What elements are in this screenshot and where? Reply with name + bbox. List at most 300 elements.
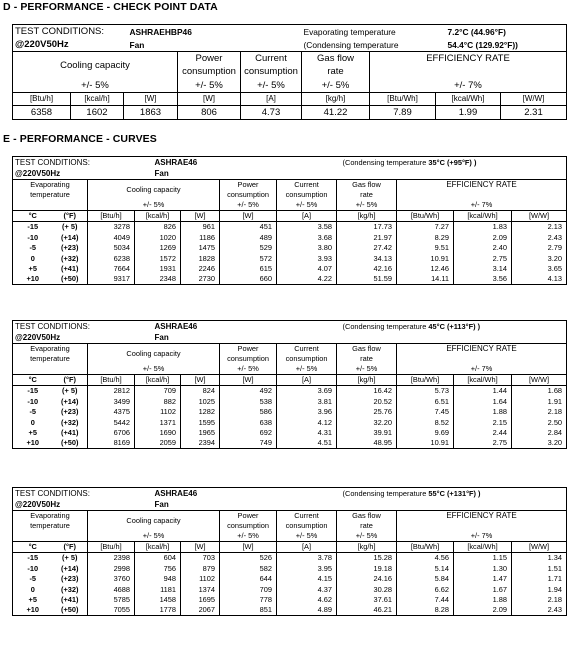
value-cell: 2.75 — [454, 253, 512, 264]
value-cell: 1269 — [135, 243, 181, 254]
unit-fahrenheit: (°F) — [53, 375, 88, 386]
current-header-2: consumption — [277, 354, 337, 364]
power-header-2: consumption — [178, 66, 241, 79]
tolerance-power: +/- 5% — [220, 200, 277, 211]
temp-fahrenheit-cell: (+32) — [61, 584, 79, 594]
value-cell: 2.18 — [512, 407, 567, 418]
unit-cell: [W/W] — [512, 211, 567, 222]
table-row — [13, 428, 567, 439]
value-cell: 6238 — [88, 253, 135, 264]
unit-cell: [kcal/h] — [135, 211, 181, 222]
temp-celsius-cell: 0 — [13, 253, 53, 264]
model-name: ASHRAE46 — [135, 488, 277, 500]
value-cell: 8.28 — [397, 605, 454, 616]
value-cell: 961 — [181, 222, 220, 233]
temp-fahrenheit-cell: (+41) — [61, 595, 79, 605]
test-conditions-label: TEST CONDITIONS: — [13, 488, 135, 500]
temp-celsius-cell: 0 — [13, 417, 53, 428]
value-cell: 1.88 — [454, 407, 512, 418]
value-cell: 1828 — [181, 253, 220, 264]
unit-cell: [kcal/Wh] — [454, 375, 512, 386]
value-cell: 7.89 — [370, 106, 436, 120]
value-cell: 1.34 — [512, 553, 567, 564]
efficiency-header: EFFICIENCY RATE — [370, 52, 567, 66]
value-cell: 1025 — [181, 396, 220, 407]
value-cell: 2.79 — [512, 243, 567, 254]
model-name: ASHRAE46 — [135, 157, 277, 169]
efficiency-header: EFFICIENCY RATE — [397, 180, 567, 190]
value-cell: 3.93 — [277, 253, 337, 264]
unit-cell: [A] — [277, 211, 337, 222]
table-row — [13, 407, 567, 418]
temp-celsius-cell: -15 — [13, 553, 53, 564]
value-cell: 1695 — [181, 595, 220, 606]
performance-curve-table-2 — [12, 320, 567, 449]
temp-fahrenheit-cell: (+14) — [61, 232, 79, 242]
value-cell: 1.99 — [436, 106, 501, 120]
value-cell: 5034 — [88, 243, 135, 254]
value-cell: 4.22 — [277, 274, 337, 285]
unit-cell: [W] — [124, 93, 178, 106]
value-cell: 4.07 — [277, 264, 337, 275]
fan-label: Fan — [124, 39, 241, 52]
value-cell: 879 — [181, 563, 220, 574]
temp-fahrenheit-cell: (+23) — [61, 407, 79, 417]
temp-fahrenheit-cell: (+32) — [61, 417, 79, 427]
table-row — [13, 438, 567, 449]
temp-fahrenheit-cell: (+41) — [61, 264, 79, 274]
value-cell: 4.13 — [512, 274, 567, 285]
value-cell: 3.68 — [277, 232, 337, 243]
evap-header: Evaporating — [13, 180, 88, 190]
value-cell: 2.44 — [454, 428, 512, 439]
value-cell: 1186 — [181, 232, 220, 243]
value-cell: 6.51 — [397, 396, 454, 407]
value-cell: 46.21 — [337, 605, 397, 616]
current-header: Current — [241, 52, 302, 66]
section-e-title: E - PERFORMANCE - CURVES — [3, 133, 157, 145]
value-cell: 2.40 — [454, 243, 512, 254]
value-cell: 3.96 — [277, 407, 337, 418]
evap-header-2: temperature — [13, 521, 88, 531]
power-header-2: consumption — [220, 521, 277, 531]
temp-fahrenheit-cell: (+ 5) — [62, 222, 78, 232]
value-cell: 10.91 — [397, 438, 454, 449]
value-cell: 1181 — [135, 584, 181, 595]
value-cell: 48.95 — [337, 438, 397, 449]
value-cell: 1.64 — [454, 396, 512, 407]
evap-temp-label: Evaporating temperature — [302, 25, 436, 39]
tolerance-power: +/- 5% — [220, 531, 277, 542]
gas-flow-header: Gas flow — [302, 52, 370, 66]
unit-cell: [Btu/Wh] — [397, 542, 454, 553]
table-row — [13, 584, 567, 595]
value-cell: 34.13 — [337, 253, 397, 264]
value-cell: 582 — [220, 563, 277, 574]
value-cell: 2812 — [88, 386, 135, 397]
value-cell: 3.58 — [277, 222, 337, 233]
value-cell: 16.42 — [337, 386, 397, 397]
power-header: Power — [220, 511, 277, 521]
value-cell: 4049 — [88, 232, 135, 243]
value-cell: 3.20 — [512, 253, 567, 264]
value-cell: 2.09 — [454, 232, 512, 243]
temp-celsius-cell: +10 — [13, 438, 53, 449]
value-cell: 2246 — [181, 264, 220, 275]
value-cell: 4.12 — [277, 417, 337, 428]
value-cell: 3.14 — [454, 264, 512, 275]
value-cell: 4688 — [88, 584, 135, 595]
value-cell: 3499 — [88, 396, 135, 407]
value-cell: 14.11 — [397, 274, 454, 285]
unit-celsius: °C — [13, 542, 53, 553]
temp-fahrenheit-cell: (+50) — [53, 274, 88, 285]
value-cell: 824 — [181, 386, 220, 397]
value-cell: 703 — [181, 553, 220, 564]
temp-fahrenheit-cell: (+14) — [61, 396, 79, 406]
table-row — [13, 553, 567, 564]
value-cell: 15.28 — [337, 553, 397, 564]
value-cell: 32.20 — [337, 417, 397, 428]
value-cell: 7664 — [88, 264, 135, 275]
temp-fahrenheit-cell: (+50) — [53, 438, 88, 449]
value-cell: 1572 — [135, 253, 181, 264]
value-cell: 1371 — [135, 417, 181, 428]
value-cell: 24.16 — [337, 574, 397, 585]
value-cell: 9.69 — [397, 428, 454, 439]
evap-header-2: temperature — [13, 190, 88, 200]
value-cell: 7.44 — [397, 595, 454, 606]
unit-fahrenheit: (°F) — [53, 211, 88, 222]
value-cell: 17.73 — [337, 222, 397, 233]
table-row — [13, 396, 567, 407]
temp-celsius-cell: -10 — [13, 232, 53, 243]
value-cell: 1.71 — [512, 574, 567, 585]
cond-temp-value: 45°C (+113°F) ) — [428, 322, 481, 332]
efficiency-header: EFFICIENCY RATE — [397, 344, 567, 354]
table-row — [13, 243, 567, 254]
value-cell: 5442 — [88, 417, 135, 428]
value-cell: 756 — [135, 563, 181, 574]
value-cell: 948 — [135, 574, 181, 585]
table-row — [13, 386, 567, 397]
value-cell: 2398 — [88, 553, 135, 564]
value-cell: 1102 — [181, 574, 220, 585]
temp-celsius-cell: -15 — [13, 386, 53, 397]
value-cell: 2348 — [135, 274, 181, 285]
value-cell: 19.18 — [337, 563, 397, 574]
unit-cell: [W] — [220, 375, 277, 386]
value-cell: 4.31 — [277, 428, 337, 439]
current-header-2: consumption — [277, 521, 337, 531]
value-cell: 2059 — [135, 438, 181, 449]
value-cell: 51.59 — [337, 274, 397, 285]
fan-label: Fan — [135, 169, 277, 180]
unit-cell: [kg/h] — [337, 542, 397, 553]
value-cell: 1.67 — [454, 584, 512, 595]
evap-header-2: temperature — [13, 354, 88, 364]
current-header: Current — [277, 511, 337, 521]
tolerance-efficiency: +/- 7% — [397, 364, 567, 375]
power-header: Power — [220, 180, 277, 190]
table-row — [13, 264, 567, 275]
table-row — [13, 253, 567, 264]
unit-cell: [W] — [181, 211, 220, 222]
tolerance-cooling: +/- 5% — [88, 531, 220, 542]
value-cell: 644 — [220, 574, 277, 585]
value-cell: 660 — [220, 274, 277, 285]
efficiency-header: EFFICIENCY RATE — [397, 511, 567, 521]
unit-cell: [Btu/Wh] — [397, 211, 454, 222]
temp-celsius-cell: -5 — [13, 243, 53, 254]
value-cell: 7.45 — [397, 407, 454, 418]
unit-cell: [kcal/h] — [135, 375, 181, 386]
value-cell: 5785 — [88, 595, 135, 606]
power-header: Power — [178, 52, 241, 66]
table-row — [13, 274, 567, 285]
value-cell: 5.84 — [397, 574, 454, 585]
fan-label: Fan — [135, 500, 277, 511]
value-cell: 615 — [220, 264, 277, 275]
unit-cell: [Btu/h] — [13, 93, 71, 106]
value-cell: 709 — [135, 386, 181, 397]
unit-fahrenheit: (°F) — [53, 542, 88, 553]
value-cell: 806 — [178, 106, 241, 120]
value-cell: 1.15 — [454, 553, 512, 564]
temp-celsius-cell: -5 — [13, 407, 53, 418]
value-cell: 538 — [220, 396, 277, 407]
tolerance-efficiency: +/- 7% — [397, 531, 567, 542]
value-cell: 572 — [220, 253, 277, 264]
value-cell: 1.51 — [512, 563, 567, 574]
value-cell: 2998 — [88, 563, 135, 574]
unit-cell: [kg/h] — [302, 93, 370, 106]
value-cell: 3.80 — [277, 243, 337, 254]
value-cell: 709 — [220, 584, 277, 595]
unit-cell: [Btu/Wh] — [370, 93, 436, 106]
value-cell: 692 — [220, 428, 277, 439]
value-cell: 1.68 — [512, 386, 567, 397]
unit-celsius: °C — [13, 211, 53, 222]
value-cell: 2.43 — [512, 605, 567, 616]
unit-cell: [W] — [181, 375, 220, 386]
tolerance-efficiency: +/- 7% — [370, 79, 567, 93]
value-cell: 2067 — [181, 605, 220, 616]
value-cell: 2.13 — [512, 222, 567, 233]
value-cell: 10.91 — [397, 253, 454, 264]
value-cell: 2.84 — [512, 428, 567, 439]
value-cell: 4.51 — [277, 438, 337, 449]
value-cell: 25.76 — [337, 407, 397, 418]
value-cell: 4.62 — [277, 595, 337, 606]
current-header: Current — [277, 344, 337, 354]
value-cell: 1.47 — [454, 574, 512, 585]
value-cell: 604 — [135, 553, 181, 564]
tolerance-current: +/- 5% — [277, 200, 337, 211]
gas-flow-header: Gas flow — [337, 511, 397, 521]
power-header: Power — [220, 344, 277, 354]
voltage-label: @220V50Hz — [13, 500, 135, 511]
unit-cell: [kg/h] — [337, 375, 397, 386]
power-header-2: consumption — [220, 354, 277, 364]
tolerance-power: +/- 5% — [178, 79, 241, 93]
tolerance-gas: +/- 5% — [337, 200, 397, 211]
fan-label: Fan — [135, 333, 277, 344]
value-cell: 451 — [220, 222, 277, 233]
unit-cell: [Btu/h] — [88, 375, 135, 386]
value-cell: 1.83 — [454, 222, 512, 233]
value-cell: 851 — [220, 605, 277, 616]
value-cell: 1778 — [135, 605, 181, 616]
cond-temp-value: 55°C (+131°F) ) — [428, 489, 481, 499]
unit-cell: [W/W] — [512, 375, 567, 386]
voltage-label: @220V50Hz — [13, 333, 135, 344]
value-cell: 826 — [135, 222, 181, 233]
value-cell: 39.91 — [337, 428, 397, 439]
table-row — [13, 222, 567, 233]
test-conditions-label: TEST CONDITIONS: — [13, 25, 124, 39]
value-cell: 42.16 — [337, 264, 397, 275]
temp-fahrenheit-cell: (+ 5) — [62, 386, 78, 396]
cond-temp-label: (Condensing temperature — [342, 489, 429, 499]
tolerance-cooling: +/- 5% — [88, 200, 220, 211]
value-cell: 4.56 — [397, 553, 454, 564]
unit-cell: [kcal/Wh] — [436, 93, 501, 106]
temp-celsius-cell: +5 — [13, 428, 53, 439]
value-cell: 5.14 — [397, 563, 454, 574]
test-conditions-label: TEST CONDITIONS: — [13, 157, 135, 169]
unit-cell: [W] — [220, 211, 277, 222]
power-header-2: consumption — [220, 190, 277, 200]
test-conditions-label: TEST CONDITIONS: — [13, 321, 135, 333]
cond-temp-label: (Condensing temperature — [342, 322, 429, 332]
unit-cell: [Btu/h] — [88, 542, 135, 553]
tolerance-efficiency: +/- 7% — [397, 200, 567, 211]
unit-cell: [kcal/h] — [135, 542, 181, 553]
cooling-capacity-header: Cooling capacity — [88, 511, 220, 531]
gas-flow-header: Gas flow — [337, 344, 397, 354]
table-row — [13, 563, 567, 574]
value-cell: 4375 — [88, 407, 135, 418]
value-cell: 638 — [220, 417, 277, 428]
model-name: ASHRAEHBP46 — [124, 25, 241, 39]
cond-temp-value: 54.4°C (129.92°F)) — [436, 39, 567, 52]
unit-cell: [A] — [241, 93, 302, 106]
value-cell: 37.61 — [337, 595, 397, 606]
value-cell: 8.52 — [397, 417, 454, 428]
value-cell: 41.22 — [302, 106, 370, 120]
value-cell: 2.09 — [454, 605, 512, 616]
gas-flow-header: Gas flow — [337, 180, 397, 190]
value-cell: 1475 — [181, 243, 220, 254]
temp-fahrenheit-cell: (+41) — [61, 428, 79, 438]
value-cell: 2.75 — [454, 438, 512, 449]
unit-cell: [kcal/Wh] — [454, 542, 512, 553]
value-cell: 9317 — [88, 274, 135, 285]
tolerance-cooling: +/- 5% — [13, 79, 178, 93]
value-cell: 2.31 — [501, 106, 567, 120]
value-cell: 489 — [220, 232, 277, 243]
evap-header: Evaporating — [13, 511, 88, 521]
unit-cell: [Btu/h] — [88, 211, 135, 222]
value-cell: 1020 — [135, 232, 181, 243]
value-cell: 6706 — [88, 428, 135, 439]
value-cell: 1282 — [181, 407, 220, 418]
value-cell: 4.89 — [277, 605, 337, 616]
value-cell: 3.65 — [512, 264, 567, 275]
temp-fahrenheit-cell: (+50) — [53, 605, 88, 616]
current-header-2: consumption — [277, 190, 337, 200]
value-cell: 492 — [220, 386, 277, 397]
value-cell: 6.62 — [397, 584, 454, 595]
value-cell: 526 — [220, 553, 277, 564]
value-cell: 3.78 — [277, 553, 337, 564]
unit-cell: [W] — [181, 542, 220, 553]
value-cell: 3278 — [88, 222, 135, 233]
unit-celsius: °C — [13, 375, 53, 386]
table-row — [13, 417, 567, 428]
value-cell: 3.69 — [277, 386, 337, 397]
value-cell: 1602 — [71, 106, 124, 120]
cond-temp — [337, 157, 567, 169]
value-cell: 12.46 — [397, 264, 454, 275]
current-header-2: consumption — [241, 66, 302, 79]
value-cell: 2.15 — [454, 417, 512, 428]
value-cell: 1965 — [181, 428, 220, 439]
unit-cell: [A] — [277, 542, 337, 553]
gas-flow-header-2: rate — [337, 354, 397, 364]
unit-cell: [Btu/Wh] — [397, 375, 454, 386]
temp-fahrenheit-cell: (+14) — [61, 563, 79, 573]
value-cell: 2730 — [181, 274, 220, 285]
value-cell: 2394 — [181, 438, 220, 449]
tolerance-power: +/- 5% — [220, 364, 277, 375]
table-row — [13, 574, 567, 585]
tolerance-gas: +/- 5% — [337, 364, 397, 375]
unit-cell: [W/W] — [501, 93, 567, 106]
temp-celsius-cell: +5 — [13, 264, 53, 275]
value-cell: 3.95 — [277, 563, 337, 574]
value-cell: 3.56 — [454, 274, 512, 285]
unit-cell: [kcal/Wh] — [454, 211, 512, 222]
temp-celsius-cell: +10 — [13, 274, 53, 285]
value-cell: 3.81 — [277, 396, 337, 407]
value-cell: 1.91 — [512, 396, 567, 407]
tolerance-gas: +/- 5% — [302, 79, 370, 93]
value-cell: 9.51 — [397, 243, 454, 254]
cooling-capacity-header: Cooling capacity — [88, 180, 220, 200]
value-cell: 3760 — [88, 574, 135, 585]
check-point-table — [12, 24, 567, 120]
cond-temp-label: (Condensing temperature — [342, 158, 429, 168]
value-cell: 4.15 — [277, 574, 337, 585]
tolerance-current: +/- 5% — [277, 364, 337, 375]
tolerance-gas: +/- 5% — [337, 531, 397, 542]
temp-celsius-cell: +5 — [13, 595, 53, 606]
unit-cell: [A] — [277, 375, 337, 386]
value-cell: 2.43 — [512, 232, 567, 243]
value-cell: 2.50 — [512, 417, 567, 428]
value-cell: 1690 — [135, 428, 181, 439]
performance-curve-table-1 — [12, 156, 567, 285]
performance-curve-table-3 — [12, 487, 567, 616]
value-cell: 21.97 — [337, 232, 397, 243]
voltage-label: @220V50Hz — [13, 169, 135, 180]
value-cell: 1458 — [135, 595, 181, 606]
value-cell: 1.88 — [454, 595, 512, 606]
value-cell: 3.20 — [512, 438, 567, 449]
value-cell: 1102 — [135, 407, 181, 418]
